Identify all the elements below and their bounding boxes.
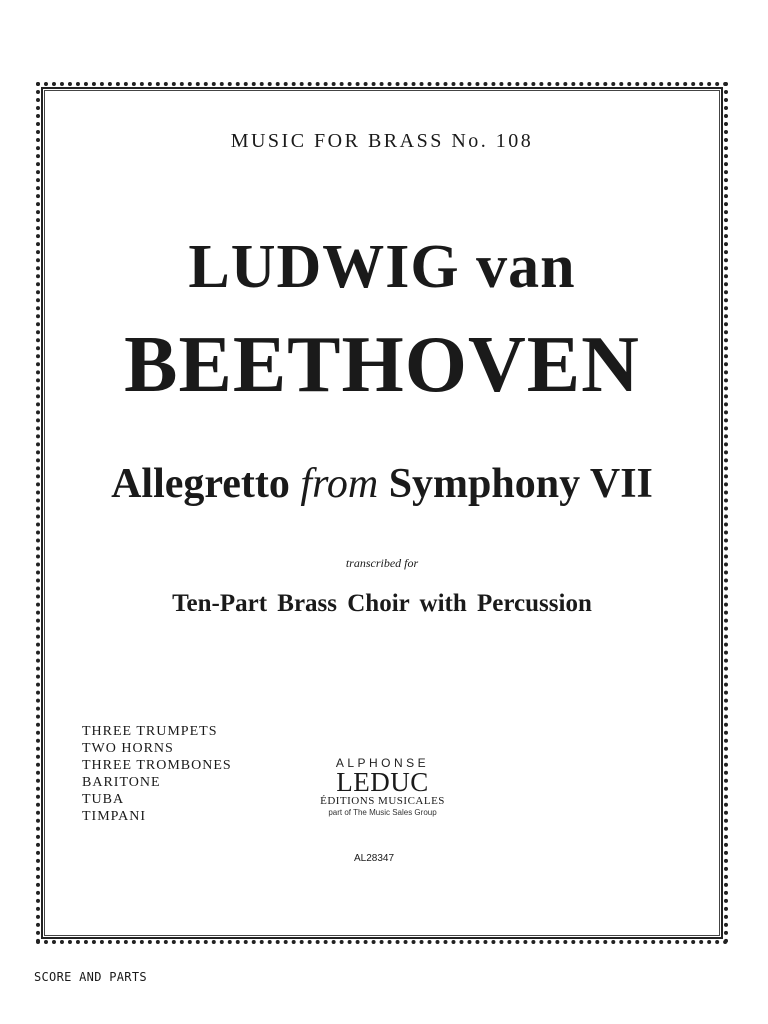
instrument-item: TIMPANI (82, 809, 147, 824)
scoring-description: Ten-Part Brass Choir with Percussion (172, 590, 592, 617)
series-title: MUSIC FOR BRASS No. 108 (230, 130, 534, 152)
composer-last-name: BEETHOVEN (124, 321, 640, 409)
instrument-item: THREE TROMBONES (82, 758, 232, 773)
publisher-name: LEDUC (336, 767, 429, 797)
instrument-item: BARITONE (82, 775, 161, 790)
publisher-group: part of The Music Sales Group (328, 808, 437, 817)
publisher-logo (320, 756, 445, 817)
publisher-line1: ALPHONSE (335, 756, 430, 770)
work-title-from: from (300, 461, 379, 507)
instrument-item: TUBA (82, 792, 125, 807)
instrument-item: TWO HORNS (82, 741, 174, 756)
publisher-line3: ÉDITIONS MUSICALES (320, 795, 445, 807)
instrument-item: THREE TRUMPETS (82, 724, 218, 739)
composer-first-name: LUDWIG van (188, 233, 576, 301)
work-title-part2: Symphony VII (378, 461, 653, 507)
footer-label: SCORE AND PARTS (34, 970, 147, 984)
work-title (36, 460, 728, 508)
catalog-number: AL28347 (354, 853, 395, 864)
instrument-list (82, 723, 232, 825)
work-title-part1: Allegretto (111, 461, 301, 507)
transcribed-for: transcribed for (345, 556, 419, 570)
